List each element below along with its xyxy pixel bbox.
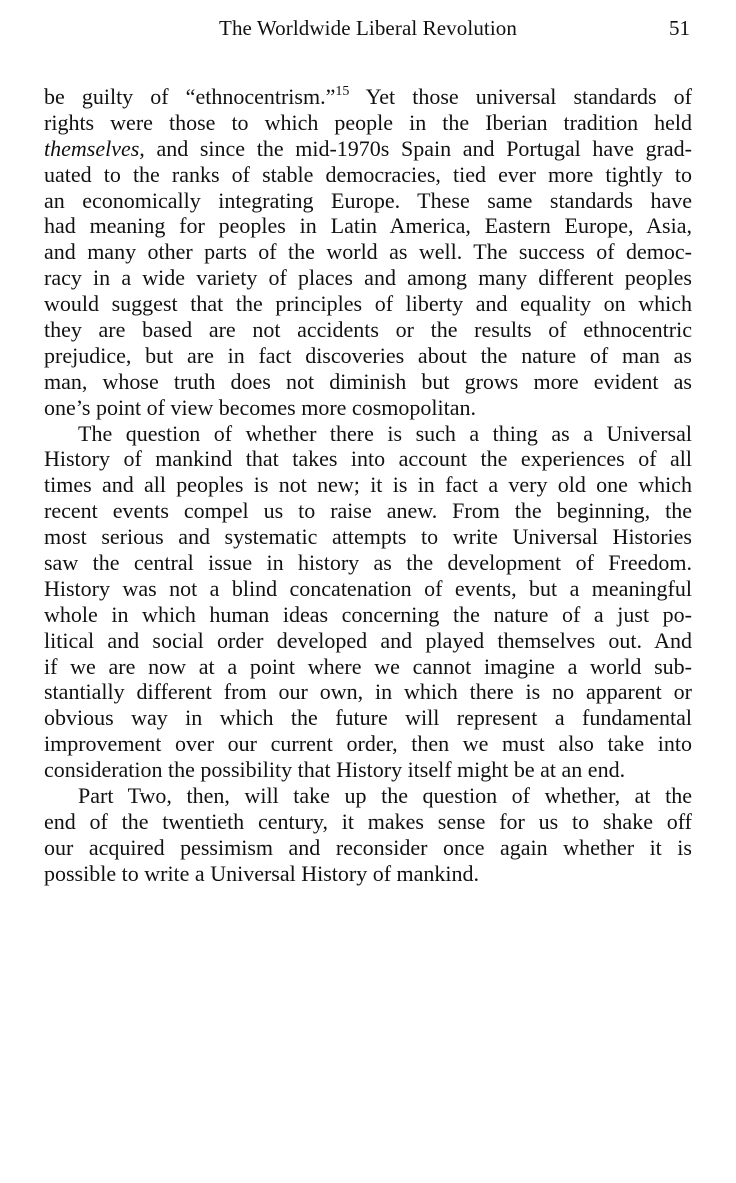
- text-line: [44, 136, 692, 162]
- text-line: [44, 705, 692, 731]
- paragraph: [44, 783, 692, 887]
- text-line: [44, 421, 692, 447]
- text-run: most serious and systematic attempts to write Universal Histories: [44, 524, 692, 550]
- text-run: saw the central issue in history as the development of Freedom.: [44, 550, 692, 576]
- text-run: if we are now at a point where we cannot imagine a world sub-: [44, 653, 692, 679]
- text-run: and many other parts of the world as well. The success of democ-: [44, 239, 692, 265]
- paragraph: [44, 421, 692, 783]
- text-run: and since the mid-1970s Spain and Portugal have grad-: [144, 135, 692, 161]
- text-line: [44, 84, 692, 110]
- text-run: prejudice, but are in fact discoveries about the nature of man as: [44, 342, 692, 368]
- text-run: had meaning for peoples in Latin America, Eastern Europe, Asia,: [44, 213, 692, 239]
- text-run: times and all peoples is not new; it is in fact a very old one which: [44, 472, 692, 498]
- text-line: [44, 679, 692, 705]
- text-run: whole in which human ideas concerning the nature of a just po-: [44, 601, 692, 627]
- text-line: [44, 446, 692, 472]
- footnote-marker: 15: [335, 84, 350, 99]
- text-run: uated to the ranks of stable democracies, tied ever more tightly to: [44, 161, 692, 187]
- text-line: [44, 369, 692, 395]
- text-run: they are based are not accidents or the results of ethnocentric: [44, 317, 692, 343]
- text-line: [44, 110, 692, 136]
- text-line: [44, 395, 692, 421]
- text-line: [44, 602, 692, 628]
- text-run: end of the twentieth century, it makes sense for us to shake off: [44, 808, 692, 834]
- text-line: [44, 731, 692, 757]
- text-line: [44, 550, 692, 576]
- text-line: [44, 291, 692, 317]
- text-line: [44, 628, 692, 654]
- text-line: [44, 757, 692, 783]
- text-line: [44, 343, 692, 369]
- text-line: [44, 654, 692, 680]
- text-run: improvement over our current order, then we must also take into: [44, 731, 692, 757]
- text-run: possible to write a Universal History of mankind.: [44, 860, 480, 886]
- text-line: [44, 524, 692, 550]
- running-head-title: The Worldwide Liberal Revolution: [219, 16, 517, 40]
- text-line: [44, 472, 692, 498]
- text-run: be guilty of “ethnocentrism.”: [44, 84, 336, 109]
- text-line: [44, 239, 692, 265]
- text-run: an economically integrating Europe. These same standards have: [44, 187, 692, 213]
- text-line: [44, 835, 692, 861]
- text-line: [44, 498, 692, 524]
- text-line: [44, 576, 692, 602]
- body-text: [44, 84, 692, 887]
- page-number: 51: [669, 16, 690, 40]
- text-run: History of mankind that takes into account the experiences of all: [44, 446, 692, 472]
- text-run: would suggest that the principles of liberty and equality on which: [44, 291, 692, 317]
- text-run: man, whose truth does not diminish but grows more evident as: [44, 368, 692, 394]
- text-run: consideration the possibility that History itself might be at an end.: [44, 757, 626, 783]
- text-run: our acquired pessimism and reconsider once again whether it is: [44, 834, 692, 860]
- text-line: [44, 213, 692, 239]
- text-line: [44, 783, 692, 809]
- running-head: [44, 14, 692, 42]
- text-run: rights were those to which people in the Iberian tradition held: [44, 109, 692, 135]
- italic-text: themselves,: [44, 135, 145, 161]
- text-line: [44, 317, 692, 343]
- text-run: racy in a wide variety of places and among many different peoples: [44, 265, 692, 291]
- paragraph: [44, 84, 692, 421]
- text-run: obvious way in which the future will represent a fundamental: [44, 705, 692, 731]
- text-run: recent events compel us to raise anew. From the beginning, the: [44, 498, 692, 524]
- text-run: History was not a blind concatenation of events, but a meaningful: [44, 575, 692, 601]
- text-line: [44, 265, 692, 291]
- text-line: [44, 162, 692, 188]
- text-run: Yet those universal standards of: [349, 84, 692, 109]
- text-run: one’s point of view becomes more cosmopolitan.: [44, 394, 476, 420]
- text-line: [44, 809, 692, 835]
- text-line: [44, 861, 692, 887]
- text-run: stantially different from our own, in which there is no apparent or: [44, 679, 692, 705]
- text-run: Part Two, then, will take up the question of whether, at the: [78, 783, 692, 809]
- text-run: litical and social order developed and played themselves out. And: [44, 627, 692, 653]
- text-line: [44, 188, 692, 214]
- text-run: The question of whether there is such a thing as a Universal: [78, 420, 692, 446]
